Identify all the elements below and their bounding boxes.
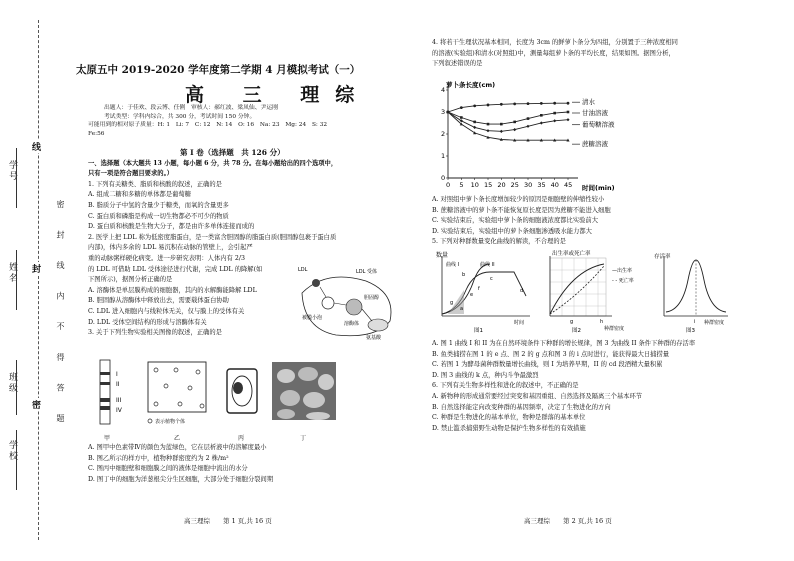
x-tick-label: 40 [550,181,559,189]
fig2-legend-death: - - 死亡率 [612,278,634,284]
data-point [473,126,476,129]
data-point [460,106,463,109]
fig-label-ldl: LDL [298,267,308,273]
pigment-band-4 [100,406,110,410]
q2-stem-line-4: 的 LDL 可借助 LDL 受体途径进行代谢，完成 LDL 的降解(如 [88,265,263,273]
fig3-xlabel: 种群密度 [704,320,725,326]
fig-label-bing: 丙 [238,435,245,442]
data-point [540,114,543,117]
q4-stem [432,38,678,70]
data-point [567,102,570,105]
fig2-tick-h: h [600,319,604,325]
q5-figures [434,250,734,336]
q5-q6-options [432,339,695,434]
pigment-band-1 [100,372,110,375]
band-label-1: I [116,371,118,378]
fig3-tick-i: i [694,319,696,325]
q2-option-a[interactable]: A. 溶酶体是单层膜构成的细胞器，其内的水解酶能降解 LDL [88,286,257,294]
x-tick-label: 20 [497,181,506,189]
coated-vesicle [322,297,334,309]
data-point [553,112,556,115]
atomic-mass-line-2: Fe:56 [88,130,105,137]
series-line-2 [448,112,568,131]
q2-stem-line-1: 2. 医学上把 LDL 称为低密度脂蛋白，是一类富含胆固醇的脂蛋白质(胆固醇包裹于蛋白质 [88,233,337,241]
lysosome [346,299,362,315]
x-tick-label: 25 [510,181,519,189]
legend-plant-icon [148,419,152,423]
y-tick-label: 0 [441,174,446,182]
fig2-title: 出生率或死亡率 [552,251,591,257]
fig-label-cholesterol: 胆固醇 [364,295,380,301]
q5-option-d[interactable]: D. 图 3 曲线的 k 点，种内斗争最激烈 [432,371,539,379]
q1-option-a[interactable]: A. 组成二糖和多糖的单体都是葡萄糖 [88,191,192,199]
fig-label-ding: 丁 [300,435,307,442]
q3-options [88,443,273,485]
q4-option-c[interactable]: C. 实验结束后，实验组中萝卜条的细胞液浓度都比实验前大 [432,217,599,225]
binding-strip [0,0,70,561]
death-rate-curve [550,266,604,314]
x-tick-label: 5 [459,181,464,189]
fig2-name: 图2 [572,328,581,334]
band-label-3: III [116,397,122,404]
q6-option-b[interactable]: B. 自然选择能定向改变种群的基因频率，决定了生物进化的方向 [432,403,611,411]
x-tick-label: 35 [537,181,546,189]
data-point [566,118,569,121]
data-point [486,129,489,132]
binding-warning: 密 封 线 内 不 得 答 题 [56,200,65,432]
fig1-ylabel: 数量 [436,252,449,259]
x-tick-label: 0 [446,181,451,189]
data-point [540,121,543,124]
q5-option-b[interactable]: B. 鱼类捕捞在图 1 的 e 点、图 2 的 g 点和图 3 的 i 点时进行，能获得最大日捕捞量 [432,350,670,358]
data-point [500,123,503,126]
exam-school-title: 太原五中 2019-2020 学年度第二学期 4 月模拟考试（一） [76,64,361,76]
legend-label-3: 蔗糖溶液 [582,140,608,149]
pigment-band-2 [100,382,110,385]
binding-label-student-id: 学号 [7,160,17,182]
data-point [513,121,516,124]
series-line-0 [448,103,568,112]
q4-option-b[interactable]: B. 蔗糖溶液中的萝卜条不能恢复原长度是因为蔗糖不能进入细胞 [432,206,611,214]
page1-column [88,104,327,138]
q3-option-d[interactable]: D. 图丁中的细胞为洋葱根尖分生区细胞，大部分处于细胞分裂间期 [88,475,274,483]
q4-options [432,195,611,248]
binding-label-school: 学校 [7,440,17,462]
data-point [487,104,490,107]
legend-label-0: 清水 [582,98,595,107]
data-point [526,125,529,128]
data-point [513,128,516,131]
blank-line-school[interactable] [16,430,17,490]
data-point [500,130,503,133]
series-line-1 [448,112,568,124]
series-line-3 [448,112,568,140]
q3-option-b[interactable]: B. 图乙所示的样方中，植物种群密度约为 2 株/m² [88,454,229,462]
fig1-point-g: g [450,300,454,306]
q2-option-b[interactable]: B. 胆固醇从溶酶体中释放出去，需要载体蛋白协助 [88,297,229,305]
q3-option-a[interactable]: A. 图甲中色素带Ⅳ的颜色为蓝绿色，它在层析液中的溶解度最小 [88,444,267,451]
q5-figure-1 [436,251,530,334]
fig1-curve1-label: 曲线 I [446,262,460,268]
q2-option-d[interactable]: D. LDL 受体空间结构的形成与溶酶体有关 [88,318,207,326]
chart-ylabel: 萝卜条长度(cm) [446,81,496,89]
q3-figures [92,358,342,440]
paper-strip [100,360,110,424]
q2-ldl-figure [296,263,400,341]
fig1-point-c: c [490,276,493,282]
pigment-band-3 [100,398,110,402]
section-instructions-2: 只有一项是符合题目要求的。） [88,170,174,178]
fig1-xlabel: 时间 [514,320,525,326]
q5-stem: 5. 下列对种群数量变化曲线的解读，不合理的是 [432,238,566,246]
data-point [500,103,503,106]
data-point [487,123,490,126]
q4-option-a[interactable]: A. 对照组中萝卜条长度增加较少的原因是细胞壁的伸缩性较小 [432,196,605,203]
fig3-name: 图3 [686,328,695,334]
q6-option-d[interactable]: D. 禁止滥杀捕猎野生动物是保护生物多样性的有效措施 [432,424,586,432]
q5-figure-2 [550,250,634,334]
binding-label-class: 班级 [7,372,17,394]
fig-label-vesicle: 被膜小泡 [302,315,323,321]
quadrat-legend: 表示植物个体 [155,419,186,425]
q5-option-a[interactable]: A. 图 1 曲线 I 和 II 为在自然环境条件下种群的增长规律，图 3 为曲线 II 条件下种群的存活率 [432,340,696,347]
blank-line-class[interactable] [16,360,17,415]
q2-stem-line-5: 下图所示)，据图分析正确的是 [88,276,173,284]
q2-stem-line-2: 内部)，体内多余的 LDL 易沉积在动脉的管壁上，会引起严 [88,244,253,252]
quadrat-frame [148,362,206,412]
figure-yi-quadrat [144,360,214,426]
data-point [460,116,463,119]
legend-label-2: 葡萄糖溶液 [582,120,615,129]
x-tick-label: 30 [524,181,533,189]
data-point [553,102,556,105]
data-point [513,102,516,105]
y-tick-label: 2 [441,130,446,138]
q6-stem: 6. 下列有关生物多样性和进化的叙述中，不正确的是 [432,382,579,390]
fig-label-receptor: LDL 受体 [356,269,378,275]
fig1-curve2-label: 曲线 II [480,262,495,268]
figure-ding-micrograph [272,362,336,424]
q1-stem: 1. 下列有关糖类、脂质和核酸的叙述，正确的是 [88,180,222,188]
x-tick-label: 15 [484,181,493,189]
fig1-point-a: a [460,306,464,312]
data-point [473,104,476,107]
q4-option-d[interactable]: D. 实验结束后，实验组中的萝卜条细胞渗透吸水能力都大 [432,227,592,235]
fig2-tick-g: g [570,319,574,325]
exam-info: 考试类型：学科内综合，共 300 分，考试时间 150 分钟。 [104,113,256,120]
legend-label-1: 甘油溶液 [582,109,608,117]
data-point [567,111,570,114]
q3-option-c[interactable]: C. 图丙中细胞壁和细胞膜之间的液体是细胞中流出的水分 [88,465,248,473]
fig1-point-d: d [520,288,524,294]
blank-line-student-id[interactable] [16,148,17,208]
band-label-4: IV [116,407,122,414]
data-point [527,102,530,105]
footer-page-1: 高三理综 第 1 页,共 16 页 [184,517,272,525]
endosome [368,319,388,331]
exam-authors: 出题人：于佳欢、段云博、任俐 审核人：郝红波、梁凤仙、尹运刚 [104,105,278,111]
fig-label-yi: 乙 [174,435,181,442]
q2-stem-line-3: 重的动脉粥样硬化病变。进一步研究表明：人体内有 2/3 [88,254,245,262]
pathway-arrows [320,287,372,321]
x-tick-label: 45 [564,181,573,189]
footer-page-2: 高三理综 第 2 页,共 16 页 [524,517,612,525]
fig-label-lysosome: 溶酶体 [344,321,360,327]
fig-label-jia: 甲 [104,435,111,442]
q5-figure-3 [654,252,728,334]
section-instructions-1: 一、选择题（本大题共 13 小题，每小题 6 分，共 78 分。在每小题给出的四个选项中， [88,159,338,167]
q1-option-c[interactable]: C. 蛋白质和磷脂是构成一切生物都必不可少的物质 [88,212,229,220]
binding-mark-line: 线 [32,140,41,153]
binding-mark-secret: 密 [32,398,41,411]
q4-stem-line-1: 4. 将若干生理状况基本相同，长度为 3cm 的鲜萝卜条分为四组，分别置于三种浓度相同 [432,39,678,46]
ldl-particle [312,279,320,287]
band-label-2: II [116,381,120,388]
fig3-ylabel: 存活率 [654,254,671,260]
fig1-point-b: b [462,272,466,278]
q2-option-c[interactable]: C. LDL 进入细胞内与线粒体无关，仅与膜上的受体有关 [88,307,245,315]
atomic-mass-line: 可能用到的相对原子质量：H: 1 Li: 7 C: 12 N: 14 O: 16 Na: 23 Mg: 24 S: 32 [88,122,328,128]
figure-bing-cell [224,366,260,418]
y-tick-label: 1 [441,152,446,160]
x-tick-label: 10 [470,181,479,189]
section-title: 第 I 卷（选择题 共 126 分） [180,148,285,157]
binding-label-name: 姓名 [7,262,17,284]
fig-label-amino-acid: 氨基酸 [366,335,382,341]
q1-option-d[interactable]: D. 蛋白质和核酸是生物大分子，都是由许多单体连接而成的 [88,223,255,231]
q6-option-c[interactable]: C. 种群是生物进化的基本单位，物种是群落的基本单位 [432,414,586,422]
q5-option-c[interactable]: C. 若图 1 为酵母菌种群数量增长曲线，则 I 为培养早期，II 的 cd 段酒精大量积累 [432,361,663,369]
birth-rate-curve [550,264,604,314]
fig2-xlabel: 种群密度 [604,326,625,332]
figure-jia-chromatography [92,358,132,436]
binding-dashed-line [38,20,39,540]
vacuole [233,382,243,394]
blank-line-name[interactable] [16,250,17,310]
y-tick-label: 3 [441,108,446,116]
q4-stem-line-3: 下列叙述错误的是 [432,60,483,68]
exam-subject-title: 高 三 理综 [185,84,371,106]
q6-option-a[interactable]: A. 新物种的形成通常要经过突变和基因重组、自然选择及隔离三个基本环节 [432,392,643,400]
fig1-point-f: f [478,286,480,292]
chart-xlabel: 时间(min) [582,184,615,192]
data-point [473,121,476,124]
fig1-point-e: e [470,292,474,298]
y-tick-label: 4 [441,86,446,94]
fig1-name: 图1 [474,328,483,334]
q3-stem: 3. 关于下列生物实验相关图像的叙述，正确的是 [88,329,222,337]
data-point [553,119,556,122]
q4-stem-line-2: 的溶液(实验组)和清水(对照组)中，测量每组萝卜条的平均长度，结果如图。据图分析， [432,49,675,57]
data-point [527,117,530,120]
q4-line-chart [430,78,630,196]
data-point [540,102,543,105]
fig2-legend-birth: —出生率 [612,268,633,274]
binding-mark-seal: 封 [32,262,41,275]
q1-option-b[interactable]: B. 脂质分子中氢的含量少于糖类，而氧的含量更多 [88,201,229,209]
